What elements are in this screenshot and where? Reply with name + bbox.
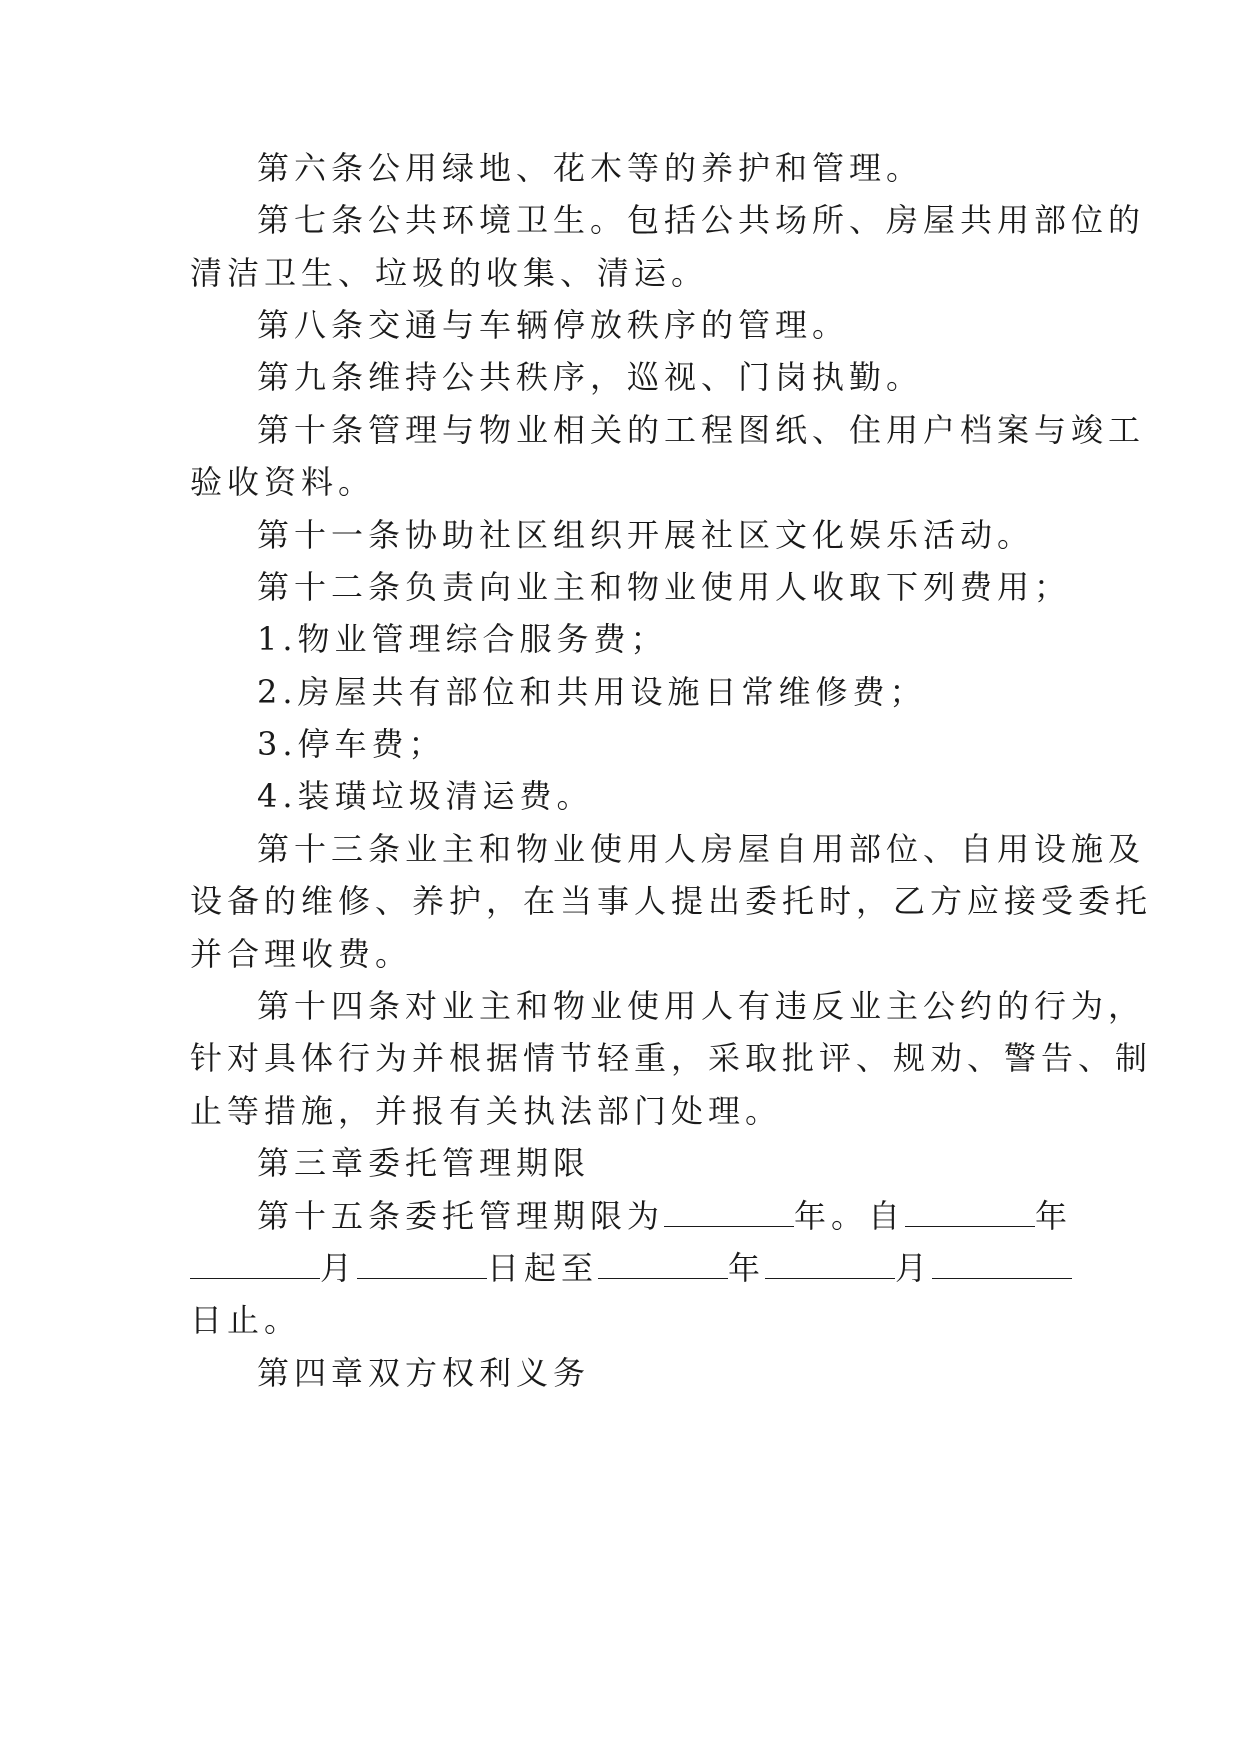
article-11: 第十一条协助社区组织开展社区文化娱乐活动。: [257, 516, 1035, 554]
article-10-line-2: 验收资料。: [190, 463, 376, 501]
article-12: 第十二条负责向业主和物业使用人收取下列费用；: [257, 568, 1072, 606]
article-14-line-2: 针对具体行为并根据情节轻重，采取批评、规劝、警告、制: [190, 1039, 1153, 1077]
chapter-3-heading: 第三章委托管理期限: [257, 1144, 591, 1182]
fill-blank: [664, 1196, 794, 1227]
article-15-year-b: 年: [1035, 1197, 1073, 1235]
fill-blank: [598, 1248, 728, 1279]
fee-item-1: 1.物业管理综合服务费；: [257, 620, 668, 658]
article-13-line-1: 第十三条业主和物业使用人房屋自用部位、自用设施及: [257, 830, 1146, 868]
article-15-line-1: [257, 1196, 1073, 1236]
article-15-line-3: 日止。: [190, 1301, 302, 1339]
article-15-year-a: 年。自: [794, 1197, 906, 1235]
article-15-line-2: [190, 1248, 1060, 1288]
article-15-lead: 第十五条委托管理期限为: [257, 1197, 665, 1235]
article-6: 第六条公用绿地、花木等的养护和管理。: [257, 149, 924, 187]
article-15-month-b: 月: [895, 1249, 933, 1287]
article-15-month-a: 月: [320, 1249, 358, 1287]
fill-blank: [932, 1248, 1072, 1279]
article-7-line-1: 第七条公共环境卫生。包括公共场所、房屋共用部位的: [257, 201, 1146, 239]
fee-item-2: 2.房屋共有部位和共用设施日常维修费；: [257, 673, 927, 711]
article-15-year-c: 年: [728, 1249, 766, 1287]
article-13-line-2: 设备的维修、养护，在当事人提出委托时，乙方应接受委托: [190, 882, 1153, 920]
chapter-4-heading: 第四章双方权利义务: [257, 1354, 591, 1392]
article-10-line-1: 第十条管理与物业相关的工程图纸、住用户档案与竣工: [257, 411, 1146, 449]
fee-item-3: 3.停车费；: [257, 725, 446, 763]
article-14-line-1: 第十四条对业主和物业使用人有违反业主公约的行为，: [257, 987, 1146, 1025]
article-14-line-3: 止等措施，并报有关执法部门处理。: [190, 1092, 783, 1130]
fill-blank: [357, 1248, 487, 1279]
article-7-line-2: 清洁卫生、垃圾的收集、清运。: [190, 254, 709, 292]
fill-blank: [905, 1196, 1035, 1227]
fill-blank: [190, 1248, 320, 1279]
article-15-day-from: 日起至: [487, 1249, 599, 1287]
article-9: 第九条维持公共秩序，巡视、门岗执勤。: [257, 358, 924, 396]
fill-blank: [765, 1248, 895, 1279]
article-13-line-3: 并合理收费。: [190, 935, 413, 973]
fee-item-4: 4.装璜垃圾清运费。: [257, 777, 594, 815]
article-8: 第八条交通与车辆停放秩序的管理。: [257, 306, 850, 344]
